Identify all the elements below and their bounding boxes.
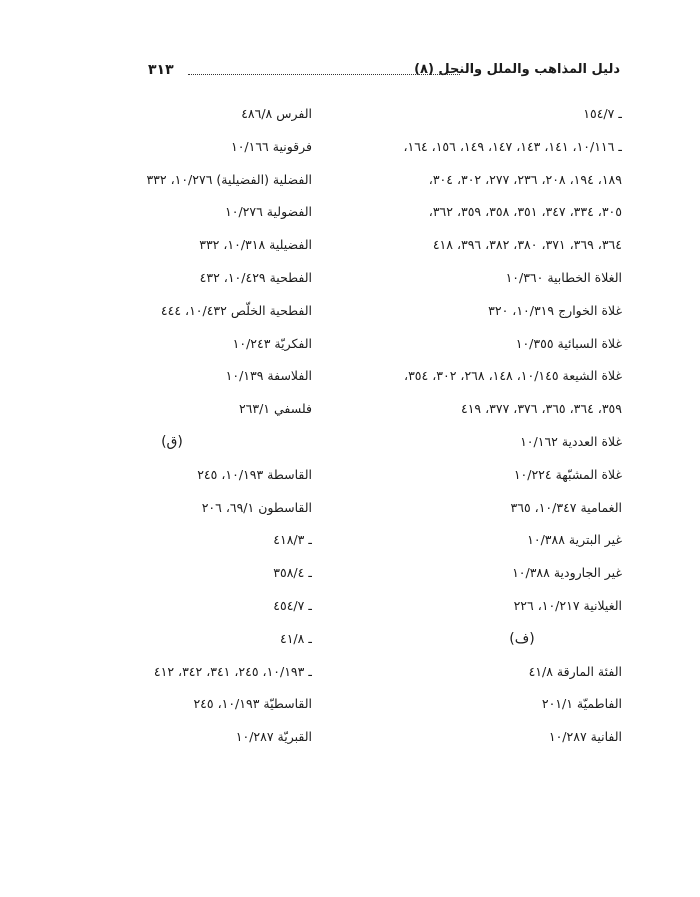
index-entry: الفلاسفة ١٠/١٣٩ (225, 368, 312, 384)
index-entry: الفضولية ١٠/٢٧٦ (225, 204, 312, 220)
index-entry: الفانية ١٠/٢٨٧ (548, 729, 622, 745)
index-entry: القبريّة ١٠/٢٨٧ (235, 729, 312, 745)
index-entry: ـ ٤١/٨ (280, 630, 312, 646)
index-column-right (322, 98, 622, 754)
header-leader-dots (188, 74, 460, 75)
index-entry: القاسطة ١٠/١٩٣، ٢٤٥ (197, 466, 312, 482)
index-entry: القاسطيّة ١٠/١٩٣، ٢٤٥ (193, 696, 312, 712)
index-entry: فلسفي ٢٦٣/١ (238, 401, 312, 417)
index-entry: فرقونية ١٠/١٦٦ (230, 138, 312, 154)
index-entry: ٣٠٥، ٣٣٤، ٣٤٧، ٣٥١، ٣٥٨، ٣٥٩، ٣٦٢، (428, 204, 622, 220)
index-entry: غلاة السبائية ١٠/٣٥٥ (515, 335, 622, 351)
index-entry: الغلاة الخطابية ١٠/٣٦٠ (505, 269, 622, 285)
index-entry: غلاة الخوارج ١٠/٣١٩، ٣٢٠ (488, 302, 622, 318)
header-title: دليل المذاهب والملل والنحل (٨) (414, 62, 620, 77)
index-entry: ـ ٤١٨/٣ (273, 532, 312, 548)
index-entry: ـ ٣٥٨/٤ (273, 565, 312, 581)
index-entry: الفضلية (الفضيلية) ١٠/٢٧٦، ٣٣٢ (146, 171, 312, 187)
index-entry: غلاة المشبّهة ١٠/٢٢٤ (513, 466, 622, 482)
page-number: ٣١٣ (148, 62, 174, 78)
index-entry: الفطحية ١٠/٤٢٩، ٤٣٢ (199, 269, 312, 285)
index-entry: الفرس ٤٨٦/٨ (241, 106, 312, 121)
index-entry: ـ ١٠/١١٦، ١٤١، ١٤٣، ١٤٧، ١٤٩، ١٥٦، ١٦٤، (403, 138, 622, 154)
index-entry: ٣٦٤، ٣٦٩، ٣٧١، ٣٨٠، ٣٨٢، ٣٩٦، ٤١٨ (432, 237, 622, 253)
index-entry: ١٨٩، ١٩٤، ٢٠٨، ٢٣٦، ٢٧٧، ٣٠٢، ٣٠٤، (428, 171, 622, 187)
running-header (148, 60, 620, 84)
letter-heading-fa: (ف) (509, 630, 535, 647)
index-entry: الغيلانية ١٠/٢١٧، ٢٢٦ (513, 597, 622, 613)
index-entry: ـ ١٥٤/٧ (583, 106, 622, 121)
letter-heading-qaf: (ق) (161, 433, 183, 450)
index-entry: غلاة الشيعة ١٠/١٤٥، ١٤٨، ٢٦٨، ٣٠٢، ٣٥٤، (404, 368, 622, 384)
index-entry: ٣٥٩، ٣٦٤، ٣٦٥، ٣٧٦، ٣٧٧، ٤١٩ (460, 401, 622, 417)
index-entry: غلاة العددية ١٠/١٦٢ (520, 433, 622, 449)
index-entry: غير الجارودية ١٠/٣٨٨ (512, 565, 622, 581)
index-entry: القاسطون ٦٩/١، ٢٠٦ (201, 499, 312, 515)
index-column-left (10, 98, 312, 754)
index-entry: غير البترية ١٠/٣٨٨ (527, 532, 622, 548)
index-entry: ـ ١٠/١٩٣، ٢٤٥، ٣٤١، ٣٤٢، ٤١٢ (153, 663, 312, 679)
index-entry: الفاطميّة ٢٠١/١ (541, 696, 622, 712)
index-entry: الغمامية ١٠/٣٤٧، ٣٦٥ (510, 499, 622, 515)
index-entry: الفطحية الخلّص ١٠/٤٣٢، ٤٤٤ (160, 302, 312, 318)
index-entry: الفئة المارقة ٤١/٨ (528, 663, 622, 679)
index-entry: الفكريّة ١٠/٢٤٣ (232, 335, 312, 351)
index-entry: الفضيلية ١٠/٣١٨، ٣٣٢ (199, 237, 312, 253)
index-entry: ـ ٤٥٤/٧ (273, 597, 312, 613)
